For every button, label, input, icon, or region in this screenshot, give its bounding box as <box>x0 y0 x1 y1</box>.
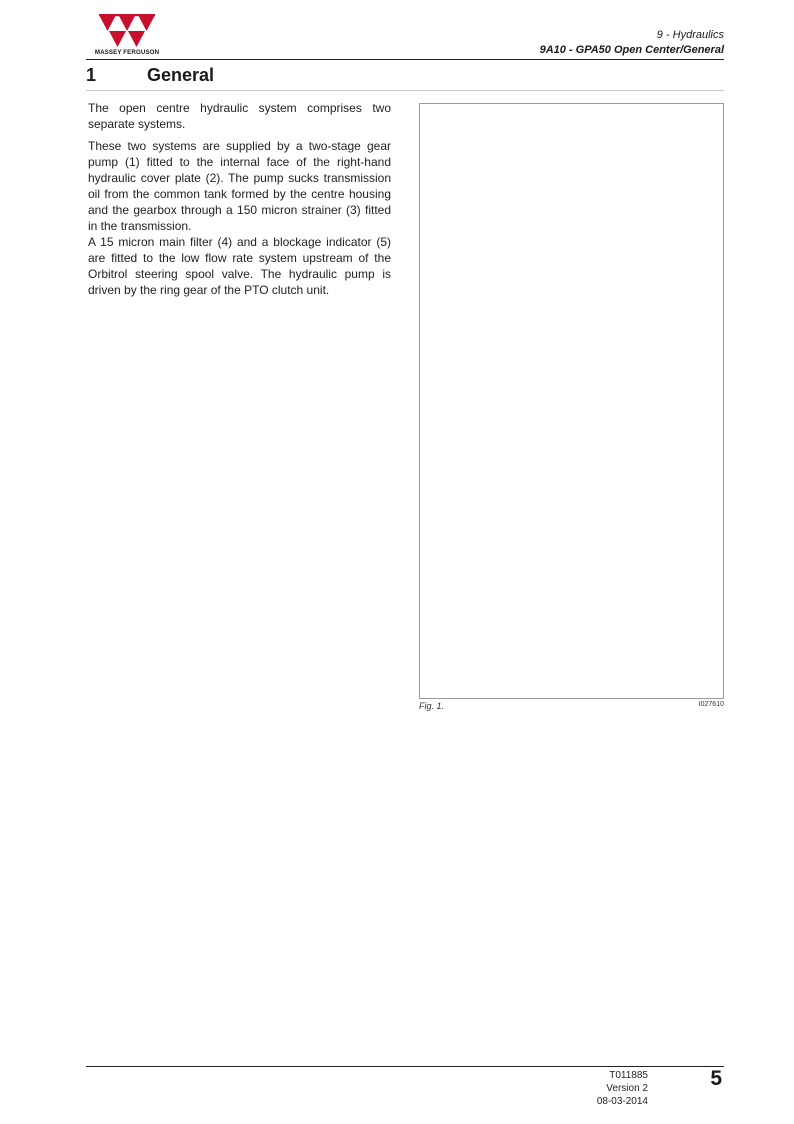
page-number: 5 <box>710 1067 722 1090</box>
brand-name: MASSEY FERGUSON <box>94 49 160 56</box>
paragraph: These two systems are supplied by a two-stage gear pump (1) fitted to the internal face of the right-hand hydraulic cover plate (2). The pump sucks transmission oil from the common tank formed by the centre housing and the gearbox through a 150 micron strainer (3) fitted in the transmission. <box>88 139 391 233</box>
document-version: Version 2 <box>606 1083 648 1094</box>
document-title: 9A10 - GPA50 Open Center/General <box>539 44 724 56</box>
footer-info <box>597 1069 648 1108</box>
triple-triangle-logo-icon <box>99 14 155 50</box>
heading-title: General <box>147 65 215 85</box>
footer-divider <box>86 1066 724 1067</box>
document-date: 08-03-2014 <box>596 1096 648 1107</box>
body-text <box>88 100 391 298</box>
paragraph: A 15 micron main filter (4) and a blockage indicator (5) are fitted to the low flow rate system upstream of the Orbitrol steering spool valve. The hydraulic pump is driven by the ring gear of the PTO clutch unit. <box>88 235 391 297</box>
document-code: T011885 <box>609 1070 648 1081</box>
heading-number: 1 <box>86 65 97 85</box>
figure-reference: I027610 <box>698 701 724 708</box>
figure-caption: Fig. 1. <box>419 701 445 711</box>
section-title: 9 - Hydraulics <box>656 29 724 41</box>
massey-ferguson-logo <box>86 14 168 56</box>
heading-divider <box>86 90 724 91</box>
figure-frame <box>419 103 724 699</box>
paragraph: The open centre hydraulic system comprises two separate systems. <box>88 101 391 131</box>
header-divider <box>86 59 724 60</box>
